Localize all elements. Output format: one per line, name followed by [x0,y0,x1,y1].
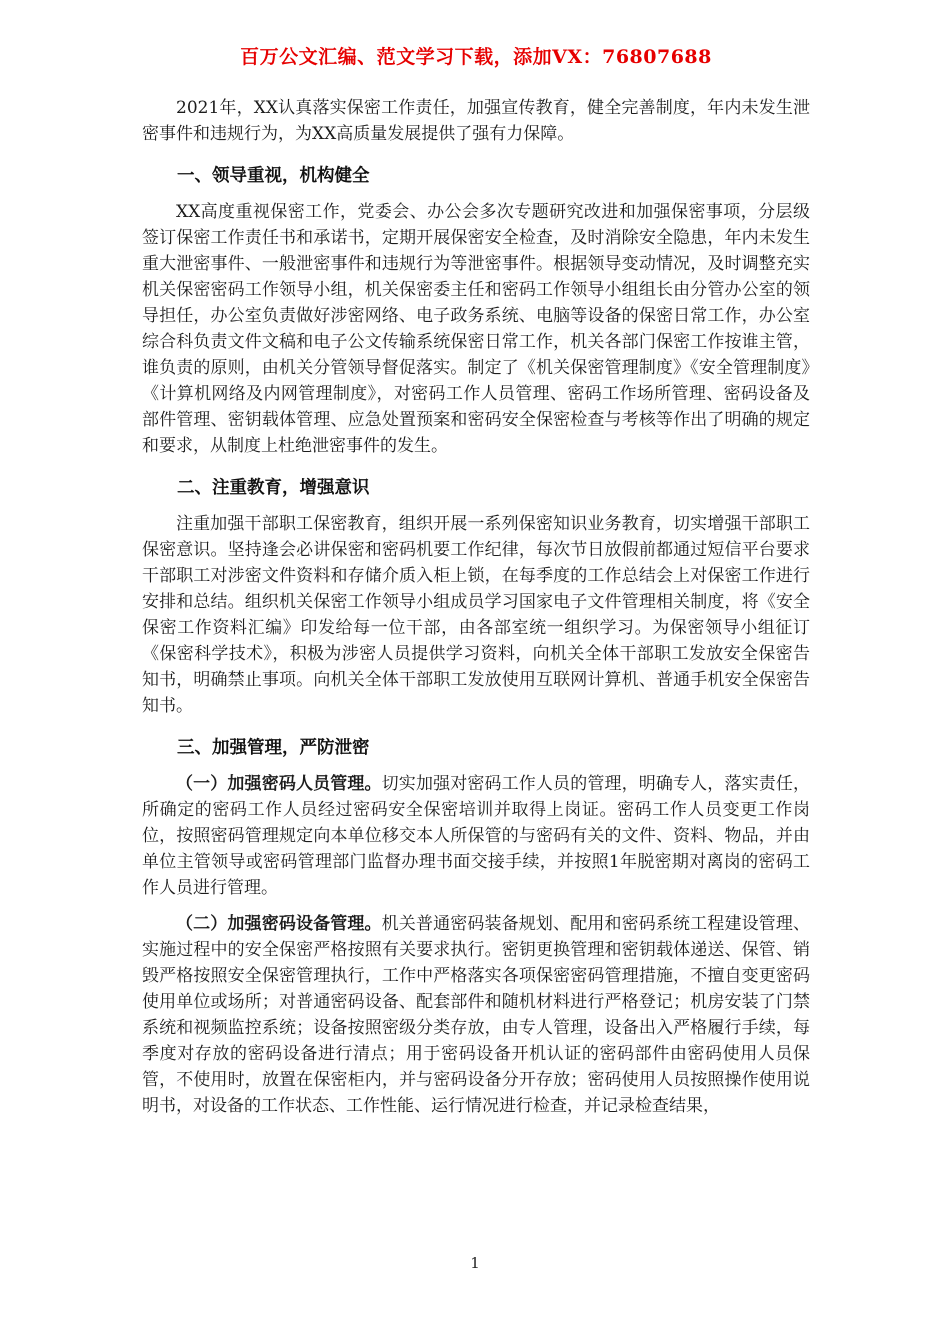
promo-header-text: 百万公文汇编、范文学习下载，添加VX：76807688 [240,46,712,68]
section-2-paragraph: 注重加强干部职工保密教育，组织开展一系列保密知识业务教育，切实增强干部职工保密意识。坚持逢会必讲保密和密码机要工作纪律，每次节日放假前都通过短信平台要求干部职工对涉密文件资料和存储介质入柜上锁，在每季度的工作总结会上对保密工作进行安排和总结。组织机关保密工作领导小组成员学习国家电子文件管理相关制度，将《安全保密工作资料汇编》印发给每一位干部，由各部室统一组织学习。为保密领导小组征订《保密科学技术》，积极为涉密人员提供学习资料，向机关全体干部职工发放安全保密告知书，明确禁止事项。向机关全体干部职工发放使用互联网计算机、普通手机安全保密告知书。 [142,514,810,716]
section-3-item-2-text: 机关普通密码装备规划、配用和密码系统工程建设管理、实施过程中的安全保密严格按照有关要求执行。密钥更换管理和密钥载体递送、保管、销毁严格按照安全保密管理执行，工作中严格落实各项保密密码管理措施，不擅自变更密码使用单位或场所；对普通密码设备、配套部件和随机材料进行严格登记；机房安装了门禁系统和视频监控系统；设备按照密级分类存放，由专人管理，设备出入严格履行手续，每季度对存放的密码设备进行清点；用于密码设备开机认证的密码部件由密码使用人员保管，不使用时，放置在保密柜内，并与密码设备分开存放；密码使用人员按照操作使用说明书，对设备的工作状态、工作性能、运行情况进行检查，并记录检查结果， [142,914,811,1116]
section-3-heading: 三、加强管理，严防泄密 [177,738,370,758]
section-3-item-2-lead: （二）加强密码设备管理。 [176,914,382,934]
section-3-item-1 [142,771,810,901]
page-number: 1 [470,1254,480,1272]
section-3-item-1-text: 切实加强对密码工作人员的管理，明确专人，落实责任，所确定的密码工作人员经过密码安全保密培训并取得上岗证。密码工作人员变更工作岗位，按照密码管理规定向本单位移交本人所保管的与密码有关的文件、资料、物品，并由单位主管领导或密码管理部门监督办理书面交接手续，并按照1年脱密期对离岗的密码工作人员进行管理。 [142,774,811,898]
section-1-heading: 一、领导重视，机构健全 [177,166,370,186]
section-3-item-1-lead: （一）加强密码人员管理。 [176,774,382,794]
section-1-paragraph: XX高度重视保密工作，党委会、办公会多次专题研究改进和加强保密事项，分层级签订保密工作责任书和承诺书，定期开展保密安全检查，及时消除安全隐患，年内未发生重大泄密事件、一般泄密事件和违规行为等泄密事件。根据领导变动情况，及时调整充实机关保密密码工作领导小组，机关保密委主任和密码工作领导小组组长由分管办公室的领导担任，办公室负责做好涉密网络、电子政务系统、电脑等设备的保密日常工作，办公室综合科负责文件文稿和电子公文传输系统保密日常工作，机关各部门保密工作按谁主管，谁负责的原则，由机关分管领导督促落实。制定了《机关保密管理制度》《安全管理制度》《计算机网络及内网管理制度》，对密码工作人员管理、密码工作场所管理、密码设备及部件管理、密钥载体管理、应急处置预案和密码安全保密检查与考核等作出了明确的规定和要求，从制度上杜绝泄密事件的发生。 [142,202,810,456]
section-3-item-2 [142,911,810,1119]
section-2-heading: 二、注重教育，增强意识 [177,478,370,498]
intro-paragraph: 2021年，XX认真落实保密工作责任，加强宣传教育，健全完善制度，年内未发生泄密事件和违规行为，为XX高质量发展提供了强有力保障。 [142,98,810,144]
